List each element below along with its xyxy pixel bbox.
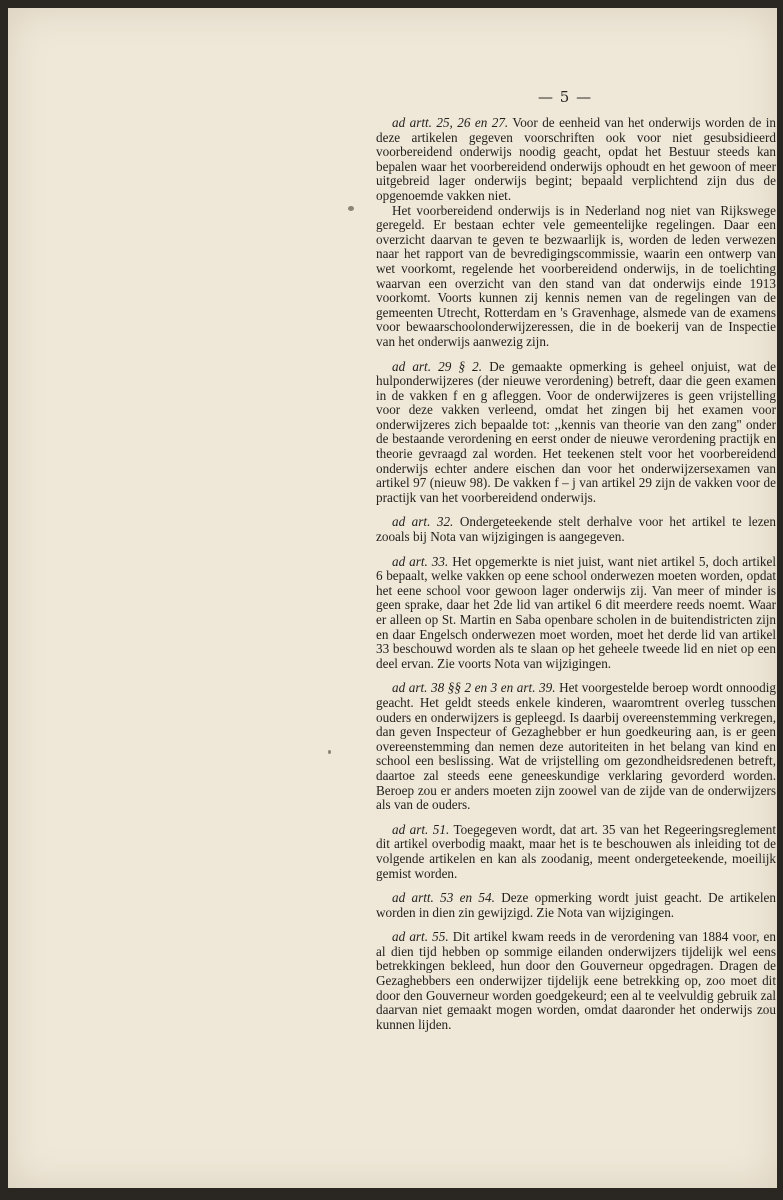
article-reference: ad art. 33. xyxy=(392,553,449,569)
paragraph-art-33 xyxy=(376,555,776,672)
article-reference: ad artt. 53 en 54. xyxy=(392,890,495,906)
paper-speck xyxy=(328,750,331,754)
article-reference: ad art. 32. xyxy=(392,514,454,530)
document-page xyxy=(8,8,777,1188)
article-reference: ad art. 51. xyxy=(392,821,450,837)
page-number: — 5 — xyxy=(538,88,593,106)
paragraph-artt-25-26-27 xyxy=(376,116,776,204)
paper-speck xyxy=(348,206,354,211)
paragraph-text: Het voorbereidend onderwijs is in Nederland nog niet van Rijkswege geregeld. Er bestaan echter vele gemeentelijke regelingen. Daar een overzicht daarvan te geven te bezwaarlijk is, worden de leden verwezen naar het rapport van de bevredigingscommissie, waarin een ontwerp van wet voorkomt, regelende het voorbereidend onderwijs, in de toelichting waarvan een overzicht van den stand van dat onderwijs einde 1913 voorkomt. Voorts kunnen zij kennis nemen van de regelingen van de gemeenten Utrecht, Rotterdam en 's Gravenhage, alsmede van de examens voor bewaarschoolonderwijzeressen, die in de boekerij van de Inspectie van het onderwijs aanwezig zijn. xyxy=(376,202,776,349)
paragraph-text: De gemaakte opmerking is geheel onjuist, wat de hulponderwijzeres (der nieuwe verordening) betreft, daar die geen examen in de vakken f en g afleggen. Voor de onderwijzeres is geen vrijstelling voor deze vakken verleend, omdat het zingen bij het examen voor onderwijzeres zich bepaalde tot: ,,kennis van theorie van den zang'' onder de bestaande verordening en eerst onder de nieuwe verordening practijk en theorie gevraagd zal worden. Het teekenen stelt voor het voorbereidend onderwijs echter andere eischen dan voor het onderwijzersexamen van artikel 97 (nieuw 98). De vakken f – j van artikel 29 zijn de vakken voor de practijk van het voorbereidend onderwijs. xyxy=(376,358,777,505)
article-reference: ad art. 29 § 2. xyxy=(392,358,483,374)
paragraph-voorbereidend-onderwijs xyxy=(376,204,776,350)
paragraph-text: Het opgemerkte is niet juist, want niet artikel 5, doch artikel 6 bepaalt, welke vakken op eene school onderwezen moeten worden, opdat het eene school voor gewoon lager onderwijs zij. Van meer of minder is geen sprake, daar het 2de lid van artikel 6 dit meerdere reeds noemt. Waar er alleen op St. Martin en Saba openbare scholen in de buitendistricten zijn en daar Engelsch onderwezen moet worden, moet het derde lid van artikel 33 beschouwd worden als te slaan op het geheele tweede lid en niet op een deel ervan. Zie voorts Nota van wijzigingen. xyxy=(376,553,776,671)
article-reference: ad art. 38 §§ 2 en 3 en art. 39. xyxy=(392,680,556,696)
paragraph-art-38-39 xyxy=(376,681,776,812)
paragraph-art-51 xyxy=(376,823,776,881)
paragraph-art-55 xyxy=(376,930,776,1032)
article-reference: ad artt. 25, 26 en 27. xyxy=(392,115,509,130)
paragraph-art-32 xyxy=(376,515,776,544)
paragraph-art-29 xyxy=(376,360,776,506)
paragraph-text: Dit artikel kwam reeds in de verordening van 1884 voor, en al dien tijd hebben op sommige eilanden onderwijzers tijdelijk wel eens betrekkingen bekleed, hun door den Gouverneur opgedragen. Dragen de Gezaghebbers een onderwijzer tijdelijk eene betrekking op, zoo moet dit door den Gouverneur worden goedgekeurd; een al te veelvuldig gebruik zal daarvan niet gemaakt mogen worden, omdat daaronder het onderwijs zou kunnen lijden. xyxy=(376,929,776,1032)
article-reference: ad art. 55. xyxy=(392,929,449,945)
paragraph-text: Voor de eenheid van het onderwijs worden de in deze artikelen gegeven voorschriften ook voor niet gesubsidieerd voorbereidend onderwijs noodig geacht, opdat het Bestuur steeds kan bepalen waar het voorbereidend onderwijs ophoudt en het gewoon of meer uitgebreid lager onderwijs begint; bepaald verplichtend zijn dus de opgenoemde vakken niet. xyxy=(376,115,776,203)
paragraph-artt-53-54 xyxy=(376,891,776,920)
paragraph-text: Deze opmerking wordt juist geacht. De artikelen worden in dien zin gewijzigd. Zie Nota van wijzigingen. xyxy=(376,890,776,920)
paragraph-text: Ondergeteekende stelt derhalve voor het artikel te lezen zooals bij Nota van wijzigingen is aangegeven. xyxy=(376,514,777,545)
document-body xyxy=(376,116,776,1032)
paragraph-text: Toegegeven wordt, dat art. 35 van het Regeeringsreglement dit artikel overbodig maakt, maar het is te beschouwen als inleiding tot de volgende artikelen en kan als zoodanig, meent ondergeteekende, moeilijk gemist worden. xyxy=(376,821,777,881)
paragraph-text: Het voorgestelde beroep wordt onnoodig geacht. Het geldt steeds enkele kinderen, waaromtrent overleg tusschen ouders en onderwijzers is gepleegd. Is daarbij overeenstemming verkregen, dan geven Inspecteur of Gezaghebber er hun goedkeuring aan, is er geen overeenstemming dan nemen deze autoriteiten in het belang van kind en school een beslissing. Wat de vrijstelling om gezondheidsredenen betreft, daartoe zal steeds eene geneeskundige verklaring gevorderd worden. Beroep zou er anders moeten zijn zoowel van de zijde van de onderwijzers als van de ouders. xyxy=(376,680,776,813)
